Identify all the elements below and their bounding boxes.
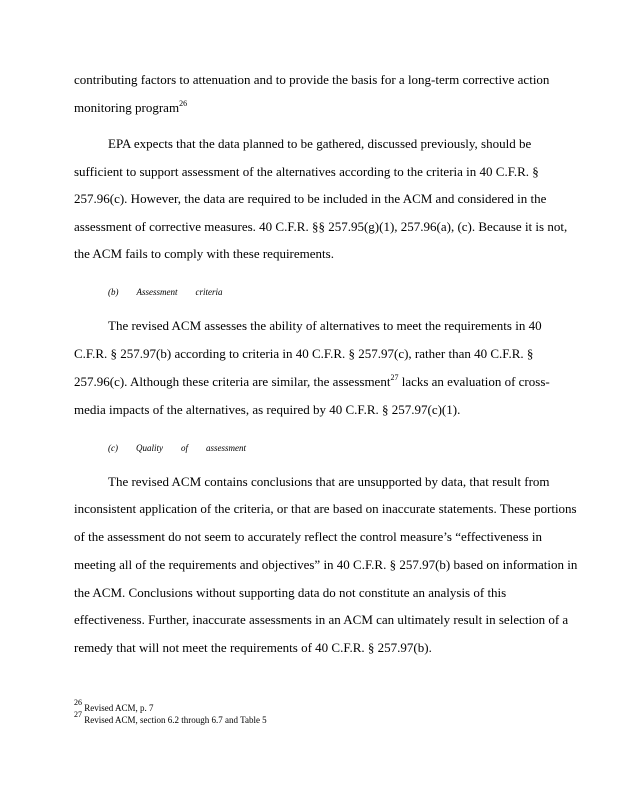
paragraph-2-line-5: the ACM fails to comply with these requirements. (74, 246, 334, 261)
paragraph-3-line-2: C.F.R. § 257.97(b) according to criteria in 40 C.F.R. § 257.97(c), rather than 40 C.F.R. § (74, 346, 534, 361)
heading-b-marker: (b) (108, 287, 119, 297)
heading-c-word-3: assessment (206, 443, 247, 453)
paragraph-1-line-2 (74, 100, 187, 116)
footnote-27-text: Revised ACM, section 6.2 through 6.7 and Table 5 (84, 715, 267, 725)
footnote-26-number: 26 (74, 698, 82, 707)
paragraph-2-line-2: sufficient to support assessment of the alternatives according to the criteria in 40 C.F.R. § (74, 164, 539, 179)
heading-c-word-2: of (181, 443, 189, 453)
footnote-26 (74, 698, 154, 714)
paragraph-3-line-3 (74, 374, 550, 390)
footnote-ref-26: 26 (179, 99, 188, 108)
paragraph-2-line-4: assessment of corrective measures. 40 C.F.R. §§ 257.95(g)(1), 257.96(a), (c). Because it is not, (74, 219, 568, 234)
footnote-27-number: 27 (74, 710, 82, 719)
heading-assessment-criteria (108, 286, 241, 298)
paragraph-1-text: monitoring program (74, 100, 180, 115)
heading-quality-of-assessment (108, 442, 264, 454)
heading-c-marker: (c) (108, 443, 118, 453)
paragraph-4-line-5: the ACM. Conclusions without supporting data do not constitute an analysis of this (74, 585, 507, 600)
paragraph-4-line-7: remedy that will not meet the requirements of 40 C.F.R. § 257.97(b). (74, 640, 432, 655)
paragraph-3-line-4: media impacts of the alternatives, as required by 40 C.F.R. § 257.97(c)(1). (74, 402, 461, 417)
paragraph-1-line-1: contributing factors to attenuation and to provide the basis for a long-term corrective action (74, 72, 550, 87)
paragraph-3-text-a: 257.96(c). Although these criteria are similar, the assessment (74, 374, 391, 389)
heading-b-word-1: Assessment (136, 287, 178, 297)
heading-c-word-1: Quality (136, 443, 163, 453)
paragraph-4-line-2: inconsistent application of the criteria, or that are based on inaccurate statements. These portions (74, 501, 577, 516)
heading-b-word-2: criteria (195, 287, 223, 297)
paragraph-4-line-4: meeting all of the requirements and objectives” in 40 C.F.R. § 257.97(b) based on information in (74, 557, 578, 572)
footnote-ref-27: 27 (390, 373, 399, 382)
paragraph-3-text-b: lacks an evaluation of cross- (398, 374, 550, 389)
paragraph-4-line-1: The revised ACM contains conclusions that are unsupported by data, that result from (108, 474, 550, 489)
footnote-27 (74, 710, 267, 726)
paragraph-3-line-1: The revised ACM assesses the ability of alternatives to meet the requirements in 40 (108, 318, 542, 333)
paragraph-4-line-3: of the assessment do not seem to accurately reflect the control measure’s “effectiveness in (74, 529, 542, 544)
paragraph-2-line-1: EPA expects that the data planned to be gathered, discussed previously, should be (108, 136, 532, 151)
paragraph-4-line-6: effectiveness. Further, inaccurate assessments in an ACM can ultimately result in selection of a (74, 612, 569, 627)
paragraph-2-line-3: 257.96(c). However, the data are required to be included in the ACM and considered in the (74, 191, 547, 206)
footnote-26-text: Revised ACM, p. 7 (84, 703, 154, 713)
